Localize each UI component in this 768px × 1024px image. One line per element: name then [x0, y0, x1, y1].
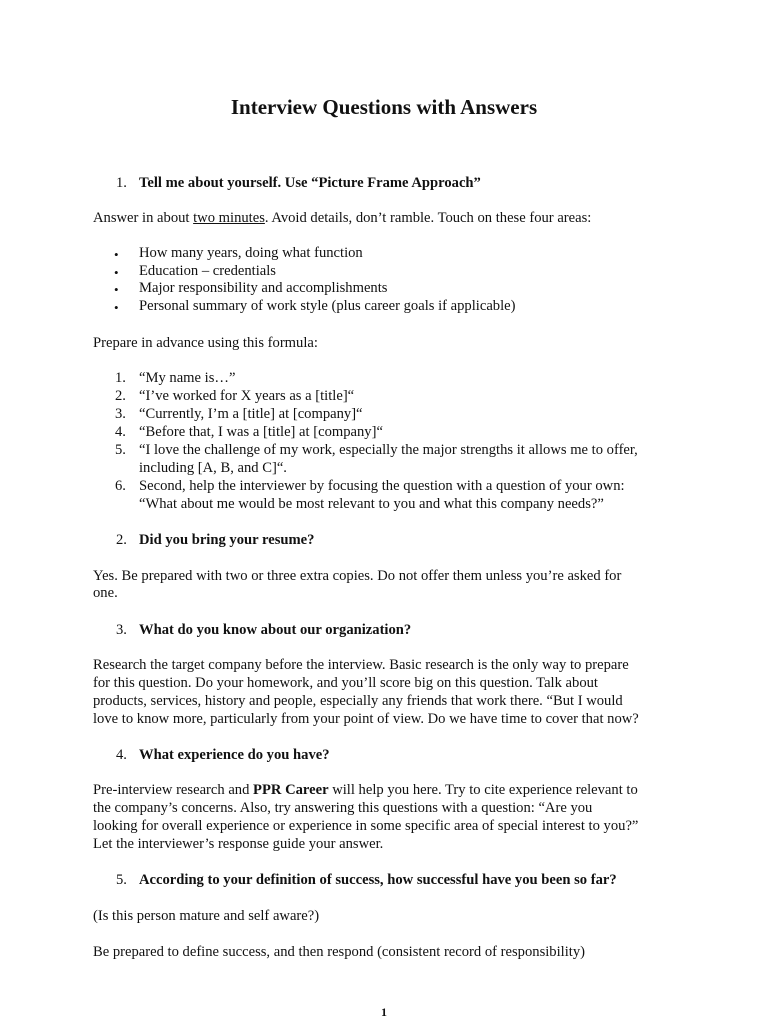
formula-number: 1.	[115, 370, 126, 386]
formula-item: Second, help the interviewer by focusing the question with a question of your own:	[139, 478, 625, 494]
formula-number: 4.	[115, 424, 126, 440]
bullet-icon: •	[114, 247, 119, 262]
question-4-number: 4.	[116, 747, 127, 763]
formula-item: “Currently, I’m a [title] at [company]“	[139, 406, 363, 422]
question-1-number: 1.	[116, 175, 127, 191]
formula-item-continued: including [A, B, and C]“.	[139, 460, 287, 476]
answer-text-underlined: two minutes	[193, 210, 265, 226]
page-title: Interview Questions with Answers	[230, 95, 538, 119]
question-2-text: Did you bring your resume?	[139, 532, 315, 548]
formula-item: “I love the challenge of my work, especially the major strengths it allows me to offer,	[139, 442, 638, 458]
answer-text-post: will help you here. Try to cite experience relevant to	[328, 782, 638, 798]
question-4-answer-continued: the company’s concerns. Also, try answering this questions with a question: “Are you	[93, 800, 593, 816]
formula-number: 5.	[115, 442, 126, 458]
page-number: 1	[381, 1005, 387, 1019]
formula-intro: Prepare in advance using this formula:	[93, 335, 318, 351]
list-item: How many years, doing what function	[139, 245, 363, 261]
question-2-answer: Yes. Be prepared with two or three extra copies. Do not offer them unless you’re asked for	[93, 568, 622, 584]
question-1-answer	[93, 210, 591, 228]
question-2-number: 2.	[116, 532, 127, 548]
question-3-number: 3.	[116, 622, 127, 638]
question-3-answer-continued: love to know more, particularly from your point of view. Do we have time to cover that now?	[93, 711, 639, 727]
question-5-text: According to your definition of success, how successful have you been so far?	[139, 872, 617, 888]
list-item: Major responsibility and accomplishments	[139, 280, 388, 296]
formula-item: “Before that, I was a [title] at [company]“	[139, 424, 383, 440]
question-3-answer: Research the target company before the interview. Basic research is the only way to prepare	[93, 657, 629, 673]
answer-text-pre: Pre-interview research and	[93, 782, 254, 798]
bullet-icon: •	[114, 265, 119, 280]
formula-item: “I’ve worked for X years as a [title]“	[139, 388, 355, 404]
formula-number: 2.	[115, 388, 126, 404]
bullet-icon: •	[114, 300, 119, 315]
question-4-answer-continued: looking for overall experience or experience in some specific area of special interest to you?”	[93, 818, 639, 834]
question-4-text: What experience do you have?	[139, 747, 330, 763]
question-5-answer: Be prepared to define success, and then respond (consistent record of responsibility)	[93, 944, 585, 960]
formula-number: 6.	[115, 478, 126, 494]
question-5-note: (Is this person mature and self aware?)	[93, 908, 320, 924]
list-item: Personal summary of work style (plus career goals if applicable)	[139, 298, 516, 314]
formula-item: “My name is…”	[139, 370, 236, 386]
question-2-answer-continued: one.	[93, 585, 118, 601]
list-item: Education – credentials	[139, 263, 276, 279]
answer-text-pre: Answer in about	[93, 210, 194, 226]
question-4-answer-continued: Let the interviewer’s response guide your answer.	[93, 836, 384, 852]
question-5-number: 5.	[116, 872, 127, 888]
answer-text-post: . Avoid details, don’t ramble. Touch on these four areas:	[264, 210, 592, 226]
question-3-answer-continued: for this question. Do your homework, and you’ll score big on this question. Talk about	[93, 675, 598, 691]
formula-item-continued: “What about me would be most relevant to you and what this company needs?”	[139, 496, 604, 512]
ppr-career-emphasis: PPR Career	[253, 782, 329, 798]
bullet-icon: •	[114, 282, 119, 297]
formula-number: 3.	[115, 406, 126, 422]
question-3-answer-continued: products, services, history and people, especially any friends that work there. “But I would	[93, 693, 623, 709]
question-4-answer	[93, 782, 638, 800]
question-1-text: Tell me about yourself. Use “Picture Frame Approach”	[139, 175, 481, 191]
question-3-text: What do you know about our organization?	[139, 622, 412, 638]
